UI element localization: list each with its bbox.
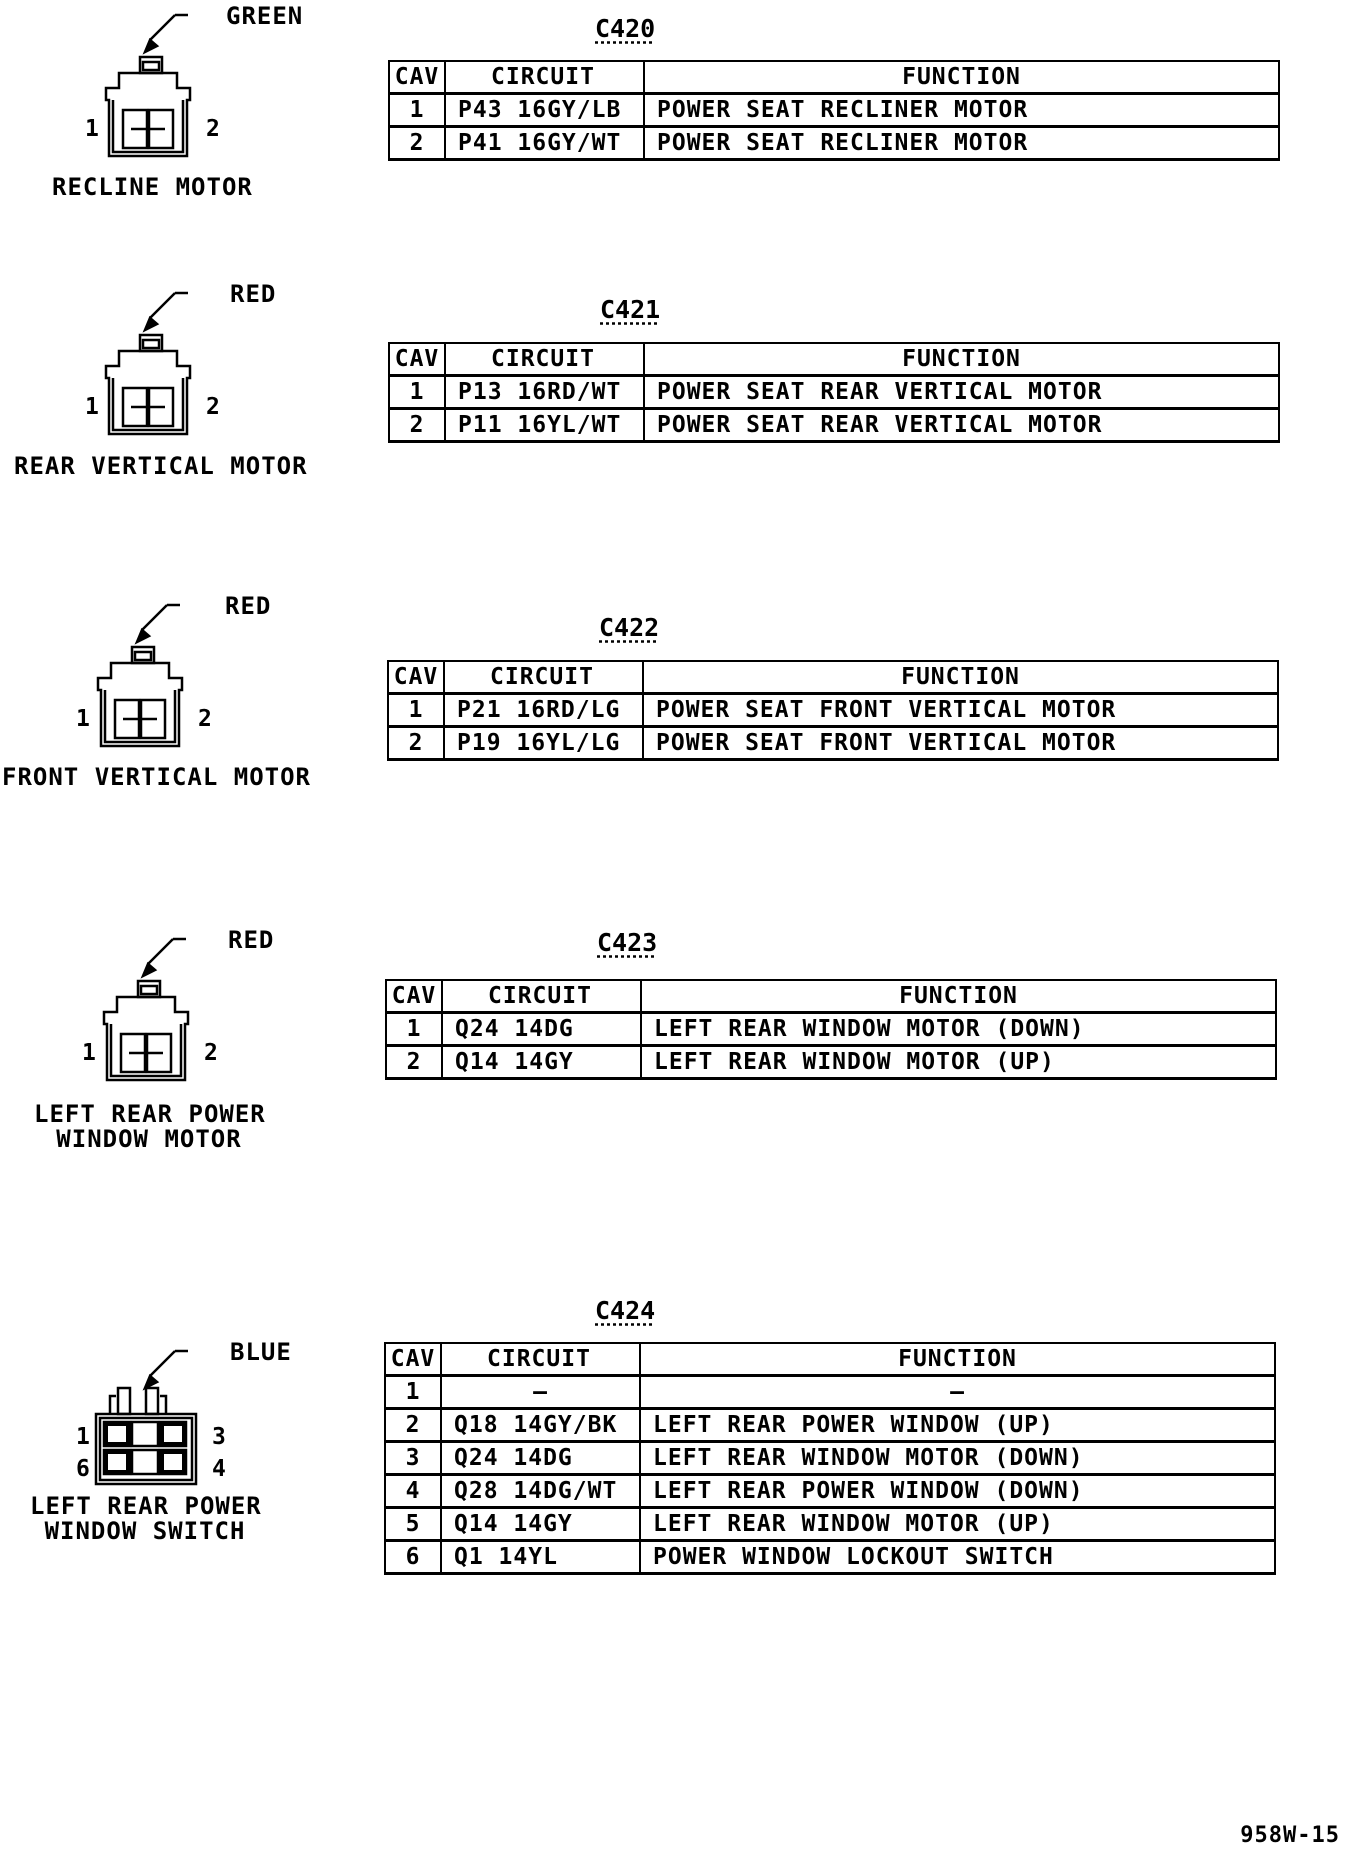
table-row <box>385 1409 1275 1442</box>
cell-cav: 2 <box>389 409 445 442</box>
pin-label-2: 2 <box>206 394 220 420</box>
header-cav: CAV <box>389 343 445 376</box>
header-function: FUNCTION <box>644 61 1279 94</box>
connector-c422-diagram <box>0 590 311 791</box>
connector-id: C420 <box>595 14 656 43</box>
pinout-table <box>388 60 1280 161</box>
cell-cav: 2 <box>385 1409 441 1442</box>
connector-name-line: WINDOW MOTOR <box>56 1125 242 1153</box>
pin-label-2: 2 <box>198 706 212 732</box>
cell-function: — <box>640 1376 1275 1409</box>
cell-function: POWER SEAT FRONT VERTICAL MOTOR <box>643 694 1278 727</box>
cell-circuit: Q1 14YL <box>441 1541 640 1574</box>
cell-circuit: Q14 14GY <box>442 1046 641 1079</box>
connector-name <box>52 175 252 200</box>
cell-cav: 1 <box>386 1013 442 1046</box>
table-header-row <box>388 661 1278 694</box>
cell-cav: 2 <box>388 727 444 760</box>
connector-name-line: LEFT REAR POWER <box>30 1492 262 1520</box>
connector-name <box>14 452 308 480</box>
cell-function: POWER WINDOW LOCKOUT SWITCH <box>640 1541 1275 1574</box>
header-function: FUNCTION <box>641 980 1276 1013</box>
table-row <box>388 727 1278 760</box>
pin-label-1: 1 <box>85 116 99 142</box>
cell-function: POWER SEAT RECLINER MOTOR <box>644 127 1279 160</box>
header-cav: CAV <box>385 1343 441 1376</box>
two-pin-connector-icon <box>0 278 300 478</box>
pin-label-4: 4 <box>212 1456 226 1482</box>
connector-name <box>2 763 311 791</box>
cell-function: POWER SEAT REAR VERTICAL MOTOR <box>644 409 1279 442</box>
cell-cav: 1 <box>389 376 445 409</box>
header-circuit: CIRCUIT <box>445 343 644 376</box>
header-function: FUNCTION <box>644 343 1279 376</box>
pinout-table <box>387 660 1279 761</box>
connector-c424-diagram <box>0 1336 300 1545</box>
cell-circuit: Q18 14GY/BK <box>441 1409 640 1442</box>
pin-label-6: 6 <box>76 1456 90 1482</box>
two-pin-connector-icon <box>0 590 300 790</box>
two-pin-connector-icon <box>0 924 300 1124</box>
header-cav: CAV <box>389 61 445 94</box>
cell-function: LEFT REAR POWER WINDOW (DOWN) <box>640 1475 1275 1508</box>
pinout-table <box>388 342 1280 443</box>
cell-cav: 4 <box>385 1475 441 1508</box>
header-cav: CAV <box>386 980 442 1013</box>
connector-name-line: REAR VERTICAL MOTOR <box>14 452 308 480</box>
cell-cav: 1 <box>389 94 445 127</box>
table-row <box>389 409 1279 442</box>
table-header-row <box>385 1343 1275 1376</box>
cell-circuit: P43 16GY/LB <box>445 94 644 127</box>
cell-circuit: Q24 14DG <box>442 1013 641 1046</box>
connector-c423-diagram <box>0 924 300 1153</box>
pin-label-2: 2 <box>206 116 220 142</box>
pin-label-1: 1 <box>82 1040 96 1066</box>
table-header-row <box>389 61 1279 94</box>
cell-function: LEFT REAR POWER WINDOW (UP) <box>640 1409 1275 1442</box>
pin-label-2: 2 <box>204 1040 218 1066</box>
table-header-row <box>389 343 1279 376</box>
table-row <box>389 376 1279 409</box>
cell-function: LEFT REAR WINDOW MOTOR (UP) <box>641 1046 1276 1079</box>
table-row <box>389 127 1279 160</box>
connector-c421-diagram <box>0 278 308 480</box>
cell-circuit: P11 16YL/WT <box>445 409 644 442</box>
wire-color-label: GREEN <box>226 2 304 30</box>
connector-id: C424 <box>595 1296 656 1325</box>
cell-cav: 6 <box>385 1541 441 1574</box>
table-row <box>388 694 1278 727</box>
pin-label-1: 1 <box>76 1424 90 1450</box>
connector-id: C421 <box>600 295 661 324</box>
connector-name <box>30 1494 260 1544</box>
table-row <box>385 1475 1275 1508</box>
wire-color-label: RED <box>230 280 277 308</box>
connector-id: C422 <box>599 613 660 642</box>
header-cav: CAV <box>388 661 444 694</box>
header-circuit: CIRCUIT <box>444 661 643 694</box>
cell-circuit: P21 16RD/LG <box>444 694 643 727</box>
table-row <box>385 1442 1275 1475</box>
connector-name-line: LEFT REAR POWER <box>34 1100 266 1128</box>
table-row <box>389 94 1279 127</box>
table-header-row <box>386 980 1276 1013</box>
cell-cav: 1 <box>385 1376 441 1409</box>
table-row <box>385 1376 1275 1409</box>
connector-id: C423 <box>597 928 658 957</box>
cell-function: POWER SEAT REAR VERTICAL MOTOR <box>644 376 1279 409</box>
header-circuit: CIRCUIT <box>442 980 641 1013</box>
cell-cav: 5 <box>385 1508 441 1541</box>
cell-function: LEFT REAR WINDOW MOTOR (UP) <box>640 1508 1275 1541</box>
wire-color-label: RED <box>225 592 272 620</box>
cell-cav: 1 <box>388 694 444 727</box>
table-row <box>385 1541 1275 1574</box>
cell-circuit: Q28 14DG/WT <box>441 1475 640 1508</box>
cell-circuit: Q14 14GY <box>441 1508 640 1541</box>
wire-color-label: BLUE <box>230 1338 292 1366</box>
connector-name-line: FRONT VERTICAL MOTOR <box>2 763 311 791</box>
cell-function: POWER SEAT FRONT VERTICAL MOTOR <box>643 727 1278 760</box>
pin-label-1: 1 <box>76 706 90 732</box>
header-function: FUNCTION <box>643 661 1278 694</box>
cell-circuit: Q24 14DG <box>441 1442 640 1475</box>
table-row <box>386 1013 1276 1046</box>
connector-name <box>34 1102 264 1152</box>
connector-name-line: RECLINE MOTOR <box>52 173 253 201</box>
cell-circuit: P41 16GY/WT <box>445 127 644 160</box>
cell-cav: 2 <box>386 1046 442 1079</box>
connector-c420-diagram <box>0 0 304 201</box>
cell-circuit: — <box>441 1376 640 1409</box>
pinout-table <box>385 979 1277 1080</box>
pinout-table <box>384 1342 1276 1575</box>
cell-cav: 2 <box>389 127 445 160</box>
cell-function: POWER SEAT RECLINER MOTOR <box>644 94 1279 127</box>
cell-function: LEFT REAR WINDOW MOTOR (DOWN) <box>641 1013 1276 1046</box>
cell-circuit: P13 16RD/WT <box>445 376 644 409</box>
two-pin-connector-icon <box>0 0 300 200</box>
table-row <box>385 1508 1275 1541</box>
header-function: FUNCTION <box>640 1343 1275 1376</box>
connector-name-line: WINDOW SWITCH <box>44 1517 246 1545</box>
pin-label-3: 3 <box>212 1424 226 1450</box>
cell-function: LEFT REAR WINDOW MOTOR (DOWN) <box>640 1442 1275 1475</box>
header-circuit: CIRCUIT <box>445 61 644 94</box>
pin-label-1: 1 <box>85 394 99 420</box>
table-row <box>386 1046 1276 1079</box>
wire-color-label: RED <box>228 926 275 954</box>
cell-circuit: P19 16YL/LG <box>444 727 643 760</box>
figure-id: 958W-15 <box>1240 1823 1340 1848</box>
header-circuit: CIRCUIT <box>441 1343 640 1376</box>
cell-cav: 3 <box>385 1442 441 1475</box>
